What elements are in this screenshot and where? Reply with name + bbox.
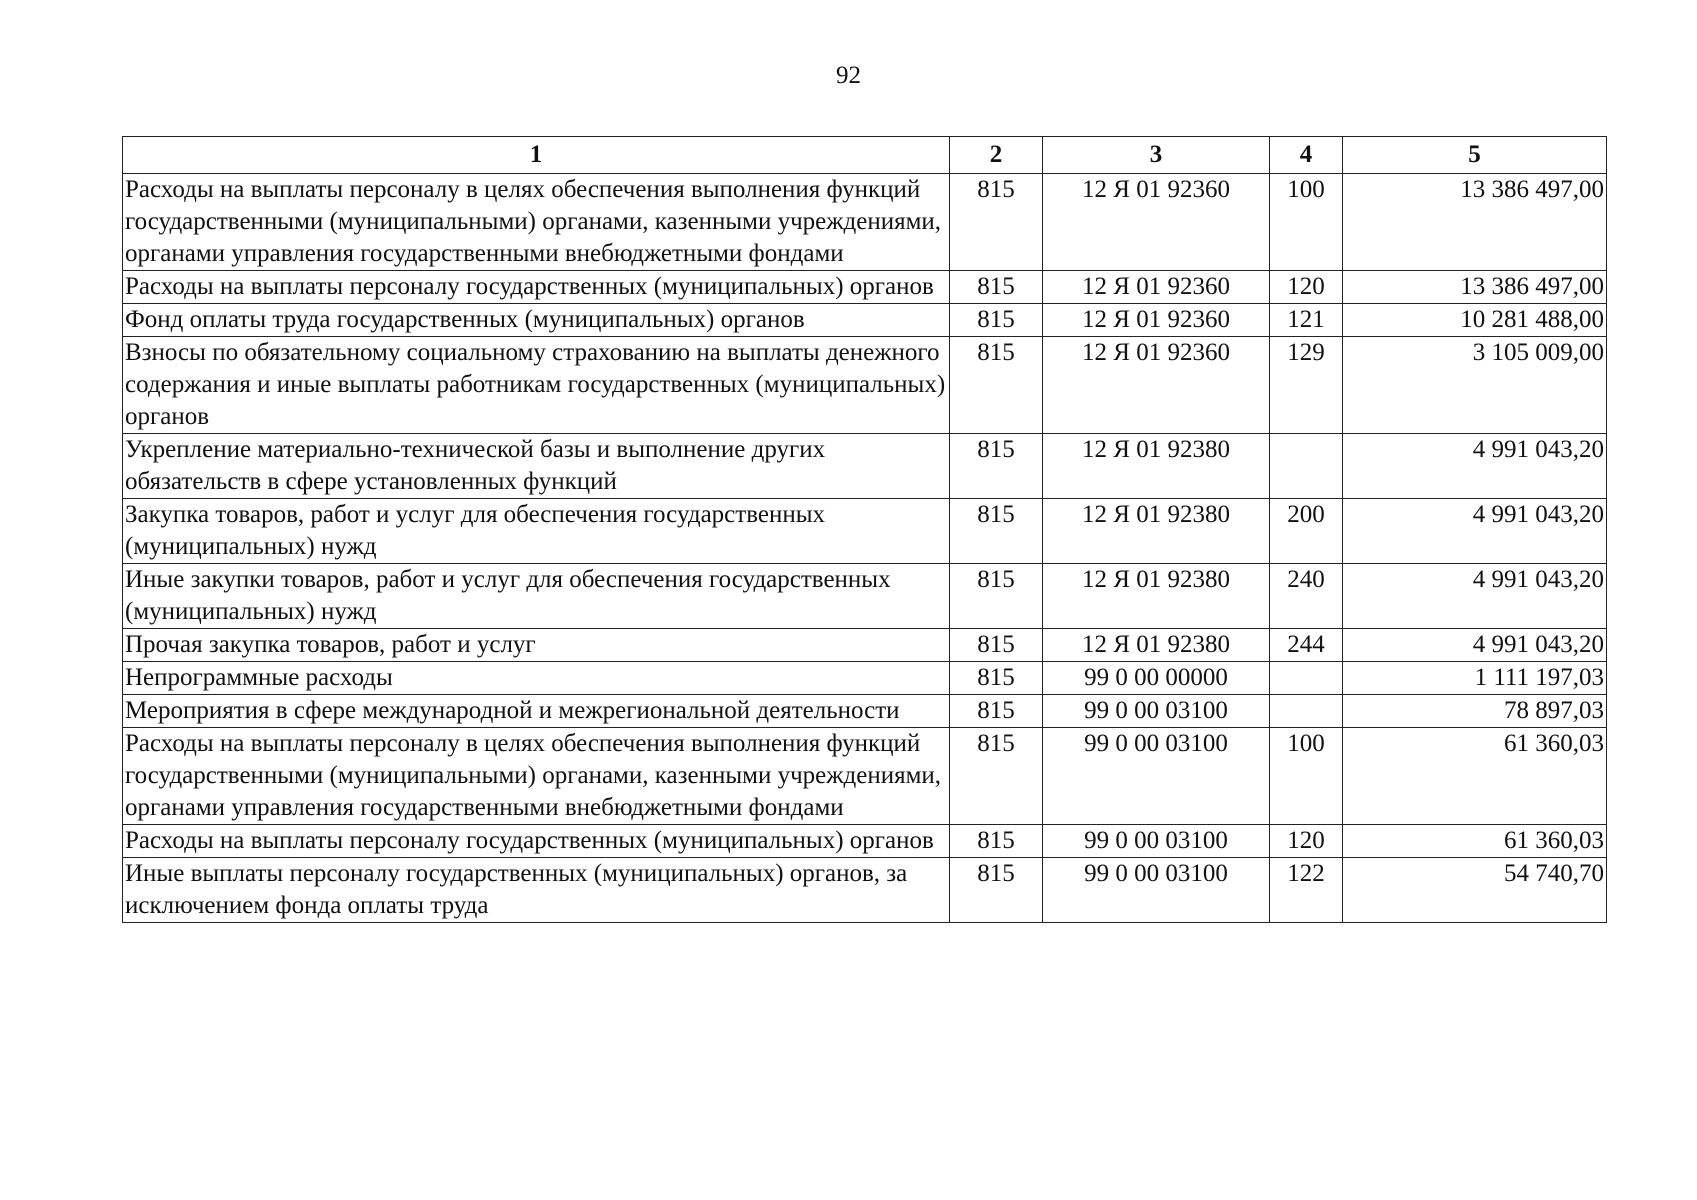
row-grbs-cell: 815: [950, 304, 1043, 337]
row-csr-cell: 12 Я 01 92380: [1043, 629, 1270, 662]
row-grbs-cell: 815: [950, 499, 1043, 564]
row-amount-cell: 4 991 043,20: [1343, 629, 1607, 662]
table-row: [123, 304, 1607, 337]
row-vr-cell: 100: [1270, 728, 1343, 825]
row-name-cell: Расходы на выплаты персоналу в целях обеспечения выполнения функций государственными (муниципальными) органами, казенными учреждениями, органами управления государственными внебюджетными фондами: [123, 728, 950, 825]
row-name-cell: Иные выплаты персоналу государственных (муниципальных) органов, за исключением фонда оплаты труда: [123, 858, 950, 923]
table-header-row: [123, 137, 1607, 174]
row-name-cell: Расходы на выплаты персоналу государственных (муниципальных) органов: [123, 825, 950, 858]
row-vr-cell: 121: [1270, 304, 1343, 337]
row-name-cell: Фонд оплаты труда государственных (муниципальных) органов: [123, 304, 950, 337]
table-row: [123, 174, 1607, 271]
column-header-2: 2: [950, 137, 1043, 174]
row-name-cell: Иные закупки товаров, работ и услуг для обеспечения государственных (муниципальных) нужд: [123, 564, 950, 629]
table-row: [123, 499, 1607, 564]
table-row: [123, 434, 1607, 499]
table-row: [123, 825, 1607, 858]
row-csr-cell: 12 Я 01 92360: [1043, 271, 1270, 304]
row-grbs-cell: 815: [950, 564, 1043, 629]
row-vr-cell: 244: [1270, 629, 1343, 662]
row-amount-cell: 1 111 197,03: [1343, 662, 1607, 695]
row-grbs-cell: 815: [950, 825, 1043, 858]
row-grbs-cell: 815: [950, 434, 1043, 499]
table-row: [123, 629, 1607, 662]
row-amount-cell: 61 360,03: [1343, 825, 1607, 858]
table-row: [123, 662, 1607, 695]
row-vr-cell: 100: [1270, 174, 1343, 271]
row-vr-cell: [1270, 434, 1343, 499]
row-csr-cell: 12 Я 01 92380: [1043, 499, 1270, 564]
row-name-cell: Закупка товаров, работ и услуг для обеспечения государственных (муниципальных) нужд: [123, 499, 950, 564]
row-grbs-cell: 815: [950, 271, 1043, 304]
row-amount-cell: 3 105 009,00: [1343, 337, 1607, 434]
row-name-cell: Непрограммные расходы: [123, 662, 950, 695]
row-amount-cell: 4 991 043,20: [1343, 564, 1607, 629]
row-grbs-cell: 815: [950, 337, 1043, 434]
row-grbs-cell: 815: [950, 728, 1043, 825]
row-amount-cell: 61 360,03: [1343, 728, 1607, 825]
column-header-1: 1: [123, 137, 950, 174]
row-csr-cell: 12 Я 01 92380: [1043, 434, 1270, 499]
row-amount-cell: 4 991 043,20: [1343, 499, 1607, 564]
row-vr-cell: [1270, 662, 1343, 695]
row-csr-cell: 99 0 00 03100: [1043, 825, 1270, 858]
row-vr-cell: 120: [1270, 271, 1343, 304]
row-vr-cell: [1270, 695, 1343, 728]
row-vr-cell: 240: [1270, 564, 1343, 629]
row-csr-cell: 12 Я 01 92360: [1043, 337, 1270, 434]
row-vr-cell: 129: [1270, 337, 1343, 434]
row-grbs-cell: 815: [950, 174, 1043, 271]
row-csr-cell: 99 0 00 03100: [1043, 728, 1270, 825]
table-row: [123, 564, 1607, 629]
row-vr-cell: 120: [1270, 825, 1343, 858]
row-csr-cell: 99 0 00 03100: [1043, 695, 1270, 728]
row-name-cell: Взносы по обязательному социальному страхованию на выплаты денежного содержания и иные выплаты работникам государственных (муниципальных) органов: [123, 337, 950, 434]
table-row: [123, 858, 1607, 923]
row-grbs-cell: 815: [950, 695, 1043, 728]
row-amount-cell: 78 897,03: [1343, 695, 1607, 728]
row-vr-cell: 200: [1270, 499, 1343, 564]
table-body: [123, 174, 1607, 923]
row-csr-cell: 99 0 00 03100: [1043, 858, 1270, 923]
table-row: [123, 728, 1607, 825]
row-grbs-cell: 815: [950, 858, 1043, 923]
table-row: [123, 337, 1607, 434]
page-number: 92: [836, 62, 861, 89]
row-name-cell: Расходы на выплаты персоналу государственных (муниципальных) органов: [123, 271, 950, 304]
budget-table: [122, 136, 1607, 923]
row-csr-cell: 12 Я 01 92360: [1043, 174, 1270, 271]
table-row: [123, 271, 1607, 304]
row-amount-cell: 10 281 488,00: [1343, 304, 1607, 337]
table-row: [123, 695, 1607, 728]
row-csr-cell: 12 Я 01 92360: [1043, 304, 1270, 337]
row-name-cell: Укрепление материально-технической базы и выполнение других обязательств в сфере установленных функций: [123, 434, 950, 499]
row-grbs-cell: 815: [950, 662, 1043, 695]
row-name-cell: Расходы на выплаты персоналу в целях обеспечения выполнения функций государственными (муниципальными) органами, казенными учреждениями, органами управления государственными внебюджетными фондами: [123, 174, 950, 271]
row-vr-cell: 122: [1270, 858, 1343, 923]
column-header-3: 3: [1043, 137, 1270, 174]
row-grbs-cell: 815: [950, 629, 1043, 662]
row-csr-cell: 99 0 00 00000: [1043, 662, 1270, 695]
row-name-cell: Прочая закупка товаров, работ и услуг: [123, 629, 950, 662]
row-amount-cell: 4 991 043,20: [1343, 434, 1607, 499]
row-amount-cell: 54 740,70: [1343, 858, 1607, 923]
row-csr-cell: 12 Я 01 92380: [1043, 564, 1270, 629]
row-amount-cell: 13 386 497,00: [1343, 271, 1607, 304]
row-name-cell: Мероприятия в сфере международной и межрегиональной деятельности: [123, 695, 950, 728]
column-header-4: 4: [1270, 137, 1343, 174]
row-amount-cell: 13 386 497,00: [1343, 174, 1607, 271]
column-header-5: 5: [1343, 137, 1607, 174]
